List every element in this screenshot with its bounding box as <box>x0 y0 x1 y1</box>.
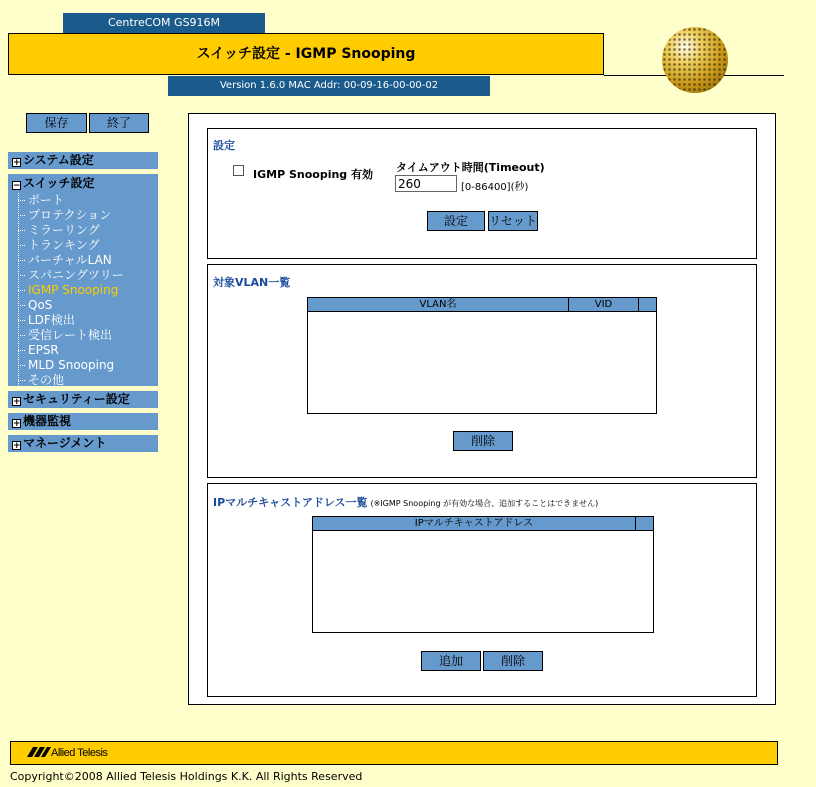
scroll-header <box>636 517 653 531</box>
submenu-protection[interactable]: プロテクション <box>18 208 156 223</box>
vlan-name-header: VLAN名 <box>308 298 569 312</box>
multicast-address-header: IPマルチキャストアドレス <box>313 517 636 531</box>
scroll-header <box>639 298 656 312</box>
menu-label: セキュリティー設定 <box>23 392 130 406</box>
submenu-port[interactable]: ポート <box>18 193 156 208</box>
timeout-input[interactable] <box>395 175 457 192</box>
multicast-panel <box>207 483 757 697</box>
submenu-epsr[interactable]: EPSR <box>18 343 156 358</box>
vlan-table[interactable] <box>307 297 657 414</box>
menu-device-monitoring[interactable] <box>8 413 158 430</box>
reset-button[interactable]: リセット <box>488 211 538 231</box>
globe-logo-icon <box>662 27 728 93</box>
multicast-table[interactable] <box>312 516 654 633</box>
save-button[interactable]: 保存 <box>26 113 87 133</box>
allied-telesis-logo <box>27 746 107 760</box>
submenu-qos[interactable]: QoS <box>18 298 156 313</box>
vlan-panel <box>207 264 757 478</box>
multicast-delete-button[interactable]: 削除 <box>483 651 543 671</box>
menu-switch-settings-group <box>8 174 158 386</box>
copyright-text: Copyright©2008 Allied Telesis Holdings K.K. All Rights Reserved <box>10 770 363 783</box>
igmp-enable-label: IGMP Snooping 有効 <box>253 168 374 181</box>
menu-label: システム設定 <box>23 153 94 167</box>
submenu-other[interactable]: その他 <box>18 373 156 388</box>
menu-switch-settings[interactable] <box>8 175 158 192</box>
expand-icon: + <box>13 441 21 451</box>
vlan-delete-button[interactable]: 削除 <box>453 431 513 451</box>
model-name-tab: CentreCOM GS916M <box>63 13 265 33</box>
submenu-rx-rate[interactable]: 受信レート検出 <box>18 328 156 343</box>
menu-system-settings[interactable] <box>8 152 158 169</box>
settings-title: 設定 <box>213 139 235 152</box>
expand-icon: + <box>13 158 21 168</box>
footer-bar <box>10 741 778 765</box>
version-info: Version 1.6.0 MAC Addr: 00-09-16-00-00-02 <box>168 76 490 96</box>
submenu-igmp-snooping[interactable]: IGMP Snooping <box>18 283 156 298</box>
switch-submenu <box>18 193 156 388</box>
multicast-title-text: IPマルチキャストアドレス一覧 <box>213 496 368 509</box>
submenu-mirroring[interactable]: ミラーリング <box>18 223 156 238</box>
menu-label: 機器監視 <box>23 414 72 428</box>
settings-panel <box>207 128 757 259</box>
submenu-spanning-tree[interactable]: スパニングツリー <box>18 268 156 283</box>
multicast-note: (※IGMP Snooping が有効な場合、追加することはできません) <box>370 499 599 508</box>
submenu-trunking[interactable]: トランキング <box>18 238 156 253</box>
set-button[interactable]: 設定 <box>427 211 485 231</box>
expand-icon: + <box>13 397 21 407</box>
igmp-enable-checkbox[interactable] <box>233 165 244 176</box>
timeout-range: [0-86400](秒) <box>461 182 529 193</box>
menu-label: マネージメント <box>23 436 107 450</box>
logo-text: Allied Telesis <box>51 747 108 759</box>
submenu-virtual-lan[interactable]: バーチャルLAN <box>18 253 156 268</box>
collapse-icon: − <box>13 181 21 191</box>
vlan-title: 対象VLAN一覧 <box>213 276 291 289</box>
menu-security-settings[interactable] <box>8 391 158 408</box>
main-content <box>188 113 776 705</box>
menu-management[interactable] <box>8 435 158 452</box>
page-title: スイッチ設定 - IGMP Snooping <box>8 33 604 75</box>
multicast-add-button[interactable]: 追加 <box>421 651 481 671</box>
vid-header: VID <box>569 298 639 312</box>
expand-icon: + <box>13 419 21 429</box>
submenu-mld-snooping[interactable]: MLD Snooping <box>18 358 156 373</box>
timeout-label: タイムアウト時間(Timeout) <box>396 161 545 174</box>
multicast-title <box>213 494 598 510</box>
allied-telesis-mark-icon <box>27 747 51 757</box>
exit-button[interactable]: 終了 <box>89 113 149 133</box>
menu-label: スイッチ設定 <box>23 176 95 190</box>
submenu-ldf[interactable]: LDF検出 <box>18 313 156 328</box>
